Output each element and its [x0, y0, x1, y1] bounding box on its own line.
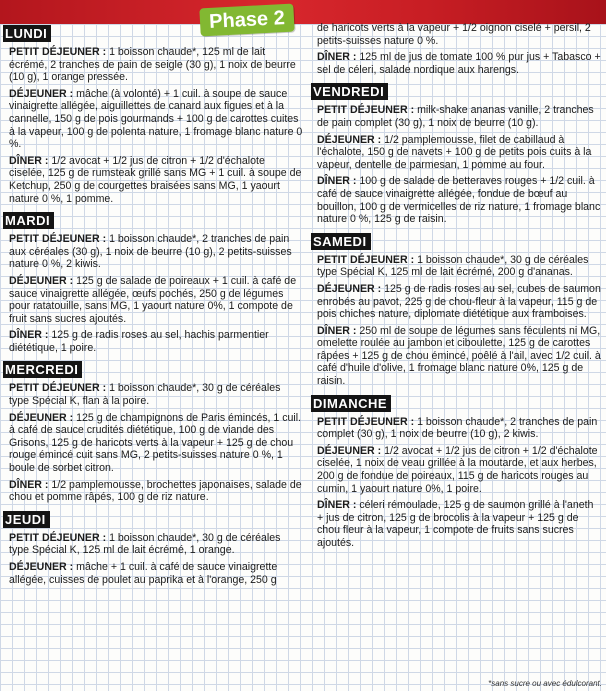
- footnote: *sans sucre ou avec édulcorant.: [488, 679, 602, 688]
- meal-label: PETIT DÉJEUNER :: [9, 382, 107, 395]
- meal-label: DÎNER :: [9, 478, 49, 491]
- meal-entry: [317, 22, 601, 47]
- meal-label: PETIT DÉJEUNER :: [317, 253, 415, 266]
- meal-entry: [9, 561, 303, 586]
- meal-entry: [317, 134, 601, 172]
- meal-text: 125 g de radis roses au sel, hachis parmentier diététique, 1 poire.: [9, 329, 269, 354]
- meal-text: 125 ml de jus de tomate 100 % pur jus + Tabasco + sel de céleri, salade nordique aux harengs.: [317, 51, 601, 76]
- day-heading: JEUDI: [3, 511, 50, 528]
- meal-label: DÎNER :: [9, 154, 49, 167]
- meal-entry: [317, 104, 601, 129]
- meal-label: DÉJEUNER :: [9, 87, 74, 100]
- meal-label: DÉJEUNER :: [9, 274, 74, 287]
- left-column: [3, 22, 303, 590]
- meal-text: 1/2 pamplemousse, brochettes japonaises, salade de chou et pomme râpés, 100 g de riz nature.: [9, 478, 302, 504]
- top-banner: [0, 0, 606, 24]
- day-heading: VENDREDI: [311, 83, 388, 100]
- meal-text: 1 boisson chaude*, 30 g de céréales type Spécial K, 125 ml de lait écrémé, 200 g d'ananas.: [317, 253, 589, 279]
- meal-label: DÉJEUNER :: [317, 133, 382, 146]
- meal-label: DÎNER :: [317, 175, 357, 188]
- meal-text: 1 boisson chaude*, 30 g de céréales type Spécial K, 125 ml de lait écrémé, 1 orange.: [9, 531, 281, 557]
- meal-entry: [9, 233, 303, 271]
- phase-badge: Phase 2: [199, 4, 294, 37]
- day-heading: LUNDI: [3, 25, 51, 42]
- day-heading: MERCREDI: [3, 361, 82, 378]
- meal-entry: [317, 325, 601, 388]
- meal-label: DÎNER :: [317, 324, 357, 337]
- meal-entry: [9, 88, 303, 151]
- meal-label: PETIT DÉJEUNER :: [317, 104, 415, 117]
- meal-text: 125 g de radis roses au sel, cubes de saumon enrobés au pavot, 225 g de chou-fleur à la vapeur, 115 g de pois chiches nature, diplomate diététique aux framboises.: [317, 282, 601, 321]
- meal-label: PETIT DÉJEUNER :: [9, 46, 107, 58]
- day-section: [3, 209, 303, 354]
- meal-label: DÉJEUNER :: [9, 561, 74, 573]
- day-heading: MARDI: [3, 212, 54, 229]
- meal-entry: [317, 499, 601, 549]
- day-heading: DIMANCHE: [311, 395, 391, 412]
- meal-entry: [9, 275, 303, 325]
- meal-label: PETIT DÉJEUNER :: [9, 233, 107, 246]
- meal-text: mâche (à volonté) + 1 cuil. à soupe de sauce vinaigrette allégée, aiguillettes de canard aux figues et à la cannelle, 150 g de pois gourmands + 100 g de carottes cuites à la vapeur, 100 g de polenta nature, 1 fromage blanc nature 0 %.: [9, 87, 303, 151]
- meal-label: DÉJEUNER :: [317, 444, 382, 457]
- meal-entry: [317, 445, 601, 495]
- day-section: [3, 22, 303, 205]
- day-section: [311, 230, 601, 388]
- meal-text: 1 boisson chaude*, 2 tranches de pain complet (30 g), 1 noix de beurre (10 g), 2 kiwis.: [317, 415, 598, 441]
- meal-entry: [9, 382, 303, 407]
- meal-text: 250 ml de soupe de légumes sans féculents ni MG, omelette roulée au jambon et ciboulette, 125 g de carottes râpées + 125 g de chou émincé, poêlé à l'ail, avec 1/2 cuil. à café d'huile d'olive, 1 fromage blanc nature 0%, 125 g de raisin.: [317, 324, 601, 388]
- meal-text: 1/2 avocat + 1/2 jus de citron + 1/2 d'échalote ciselée, 1 noix de veau grillée à la moutarde, et aux herbes, 200 g de fondue de poireaux, 115 g de haricots rouges au cumin, 1 yaourt nature 0%, 1 poire.: [317, 444, 598, 495]
- meal-entry: [317, 254, 601, 279]
- day-section: [311, 80, 601, 225]
- meal-text: 1/2 pamplemousse, filet de cabillaud à l'échalote, 150 g de navets + 100 g de petits pois cuits à la vapeur, dentelle de parmesan, 1 pomme au four.: [317, 133, 592, 171]
- meal-text: 125 g de salade de poireaux + 1 cuil. à café de sauce vinaigrette allégée, œufs pochés, 250 g de légumes pour ratatouille, sans MG, 1 yaourt nature 0%, 1 compote de fruit sans sucres ajoutés.: [9, 274, 297, 325]
- meal-text: 100 g de salade de betteraves rouges + 1/2 cuil. à café de sauce vinaigrette allégée, fondue de bœuf au bouillon, 100 g de vermicelles de riz nature, 1 fromage blanc nature 0 %, 125 g de raisin.: [317, 175, 601, 226]
- meal-entry: [9, 46, 303, 84]
- meal-entry: [317, 51, 601, 76]
- meal-text: 1 boisson chaude*, 125 ml de lait écrémé, 2 tranches de pain de seigle (30 g), 1 noix de beurre (10 g), 1 orange pressée.: [9, 46, 296, 84]
- meal-entry: [317, 416, 601, 441]
- meal-entry: [9, 532, 303, 557]
- right-column: [311, 22, 601, 554]
- meal-label: DÉJEUNER :: [9, 411, 74, 424]
- meal-text: milk-shake ananas vanille, 2 tranches de pain complet (30 g), 1 noix de beurre (10 g).: [317, 104, 594, 129]
- meal-text: 125 g de champignons de Paris émincés, 1 cuil. à café de sauce crudités diététique, 100 g de viande des Grisons, 125 g de haricots verts à la vapeur + 125 g de chou rouge émincé cuit sans MG, 2 petits-suisses nature 0 %, 1 boule de sorbet citron.: [9, 411, 302, 475]
- day-heading: SAMEDI: [311, 233, 371, 250]
- meal-entry: [9, 412, 303, 475]
- meal-label: PETIT DÉJEUNER :: [9, 531, 107, 544]
- meal-text: 1 boisson chaude*, 2 tranches de pain aux céréales (30 g), 1 noix de beurre (10 g), 2 petits-suisses nature 0 %, 2 kiwis.: [9, 233, 292, 271]
- meal-label: DÎNER :: [317, 499, 357, 512]
- meal-label: DÉJEUNER :: [317, 282, 382, 295]
- day-section: [311, 392, 601, 550]
- meal-label: PETIT DÉJEUNER :: [317, 415, 415, 428]
- day-section: [3, 508, 303, 586]
- day-section: [3, 358, 303, 503]
- meal-text: de haricots verts à la vapeur + 1/2 oignon ciselé + persil, 2 petits-suisses nature 0 %.: [317, 22, 591, 47]
- jeudi-continuation: [311, 22, 601, 76]
- meal-entry: [317, 283, 601, 321]
- meal-text: mâche + 1 cuil. à café de sauce vinaigrette allégée, cuisses de poulet au paprika et à l'orange, 250 g: [9, 561, 278, 586]
- meal-text: 1/2 avocat + 1/2 jus de citron + 1/2 d'échalote ciselée, 125 g de rumsteak grillé sans MG + 1 cuil. à soupe de Ketchup, 250 g de courgettes braisées sans MG, 1 yaourt nature 0 %, 1 pomme.: [9, 154, 302, 205]
- meal-label: DÎNER :: [9, 329, 49, 342]
- meal-entry: [317, 175, 601, 225]
- meal-text: 1 boisson chaude*, 30 g de céréales type Spécial K, flan à la poire.: [9, 382, 281, 408]
- meal-text: céleri rémoulade, 125 g de saumon grillé à l'aneth + jus de citron, 125 g de brocolis à la vapeur + 125 g de chou fleur à la vapeur, 1 compote de fruits sans sucres ajoutés.: [317, 499, 594, 549]
- meal-entry: [9, 479, 303, 504]
- meal-entry: [9, 329, 303, 354]
- meal-entry: [9, 155, 303, 205]
- meal-label: DÎNER :: [317, 51, 357, 64]
